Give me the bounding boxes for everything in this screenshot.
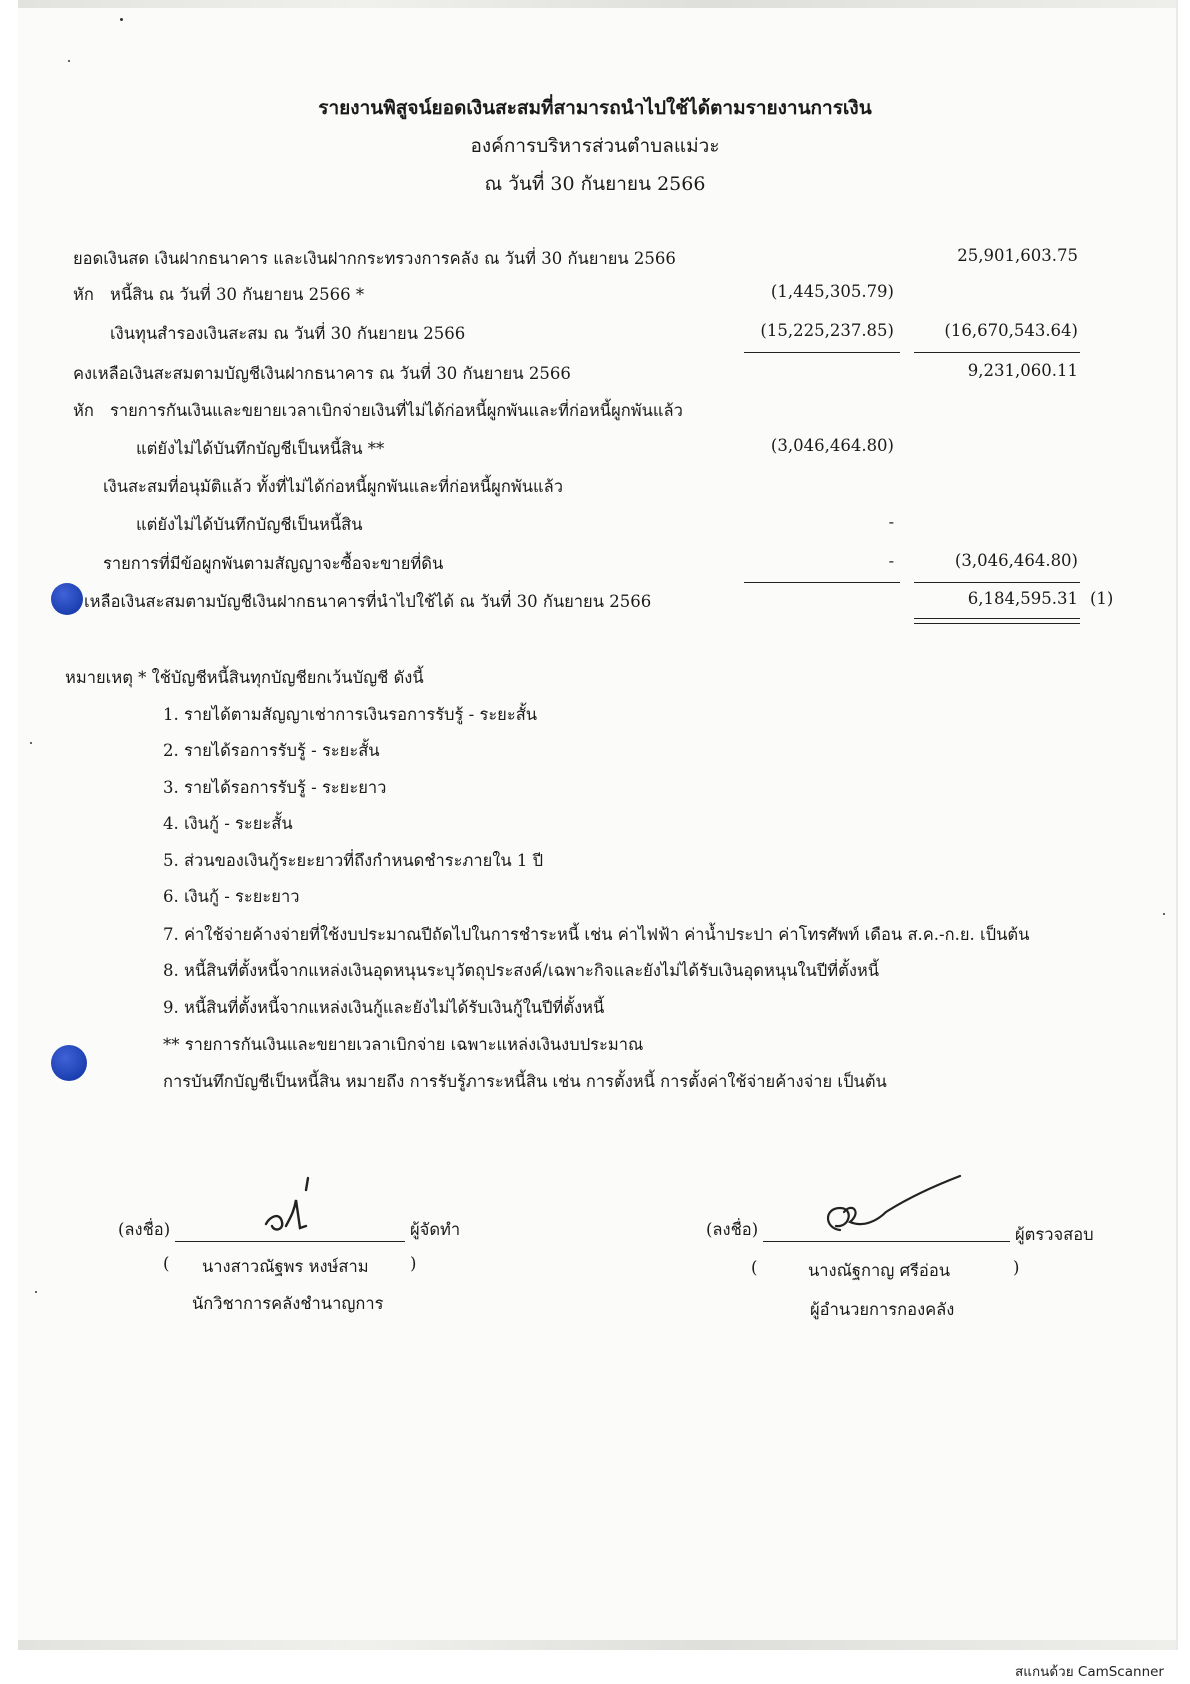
double-underline-top (914, 618, 1080, 619)
scan-speck (30, 742, 32, 744)
liabilities-amount: (1,445,305.79) (770, 282, 894, 301)
reviewer-sign-label: (ลงชื่อ) (706, 1220, 759, 1239)
note-item: 8. หนี้สินที่ตั้งหนี้จากแหล่งเงินอุดหนุนระบุวัตถุประสงค์/เฉพาะกิจและยังไม่ได้รับเงินอุดหนุนในปีที่ตั้งหนี้ (163, 961, 880, 980)
final-balance-ref: (1) (1090, 589, 1114, 608)
reviewer-open-paren: ( (751, 1258, 758, 1277)
land-commitment-amount: - (888, 551, 894, 570)
note-item: 6. เงินกู้ - ระยะยาว (163, 887, 300, 906)
scan-speck (68, 60, 70, 62)
scan-speck (120, 18, 123, 21)
reviewer-name: นางณัฐกาญ ศรีอ่อน (808, 1261, 951, 1280)
approved-label-cont: แต่ยังไม่ได้บันทึกบัญชีเป็นหนี้สิน (136, 515, 363, 534)
approved-amount: - (888, 512, 894, 531)
preparer-signature-line (175, 1241, 405, 1242)
carryover-amount: (3,046,464.80) (770, 436, 894, 455)
final-balance-total: 6,184,595.31 (967, 589, 1078, 608)
final-balance-label: เหลือเงินสะสมตามบัญชีเงินฝากธนาคารที่นำไปใช้ได้ ณ วันที่ 30 กันยายน 2566 (84, 592, 652, 611)
scan-speck (35, 1291, 37, 1293)
note-item: 4. เงินกู้ - ระยะสั้น (163, 814, 293, 833)
subtotal-rule (914, 352, 1080, 353)
reviewer-signature (810, 1172, 970, 1250)
carryover-label: รายการกันเงินและขยายเวลาเบิกจ่ายเงินที่ไม่ได้ก่อหนี้ผูกพันและที่ก่อหนี้ผูกพันแล้ว (110, 401, 683, 420)
note-item: 3. รายได้รอการรับรู้ - ระยะยาว (163, 778, 387, 797)
preparer-role: ผู้จัดทำ (410, 1220, 461, 1239)
preparer-close-paren: ) (410, 1254, 417, 1273)
organization-name: องค์การบริหารส่วนตำบลแม่วะ (470, 135, 720, 157)
notes-heading: หมายเหตุ * ใช้บัญชีหนี้สินทุกบัญชียกเว้นบัญชี ดังนี้ (65, 668, 424, 687)
blue-marker-dot (51, 583, 83, 615)
double-star-note: ** รายการกันเงินและขยายเวลาเบิกจ่าย เฉพาะแหล่งเงินงบประมาณ (163, 1035, 644, 1054)
balance-total: 9,231,060.11 (967, 361, 1078, 380)
reviewer-signature-line (763, 1241, 1010, 1242)
note-item: 1. รายได้ตามสัญญาเช่าการเงินรอการรับรู้ - ระยะสั้น (163, 705, 538, 724)
second-deduction-total: (3,046,464.80) (954, 551, 1078, 570)
blue-marker-dot (51, 1045, 87, 1081)
scan-bottom-edge (18, 1640, 1176, 1650)
preparer-open-paren: ( (163, 1254, 170, 1273)
balance-label: คงเหลือเงินสะสมตามบัญชีเงินฝากธนาคาร ณ วันที่ 30 กันยายน 2566 (73, 364, 571, 383)
scan-top-edge (18, 0, 1176, 8)
less-label-2: หัก (73, 401, 94, 420)
subtotal-rule (744, 352, 900, 353)
note-item: 7. ค่าใช้จ่ายค้างจ่ายที่ใช้งบประมาณปีถัดไปในการชำระหนี้ เช่น ค่าไฟฟ้า ค่าน้ำประปา ค่าโทรศัพท์ เดือน ส.ค.-ก.ย. เป็นต้น (163, 925, 1030, 944)
camscanner-watermark: สแกนด้วย CamScanner (1015, 1664, 1164, 1680)
reviewer-role: ผู้ตรวจสอบ (1015, 1225, 1094, 1244)
carryover-label-cont: แต่ยังไม่ได้บันทึกบัญชีเป็นหนี้สิน ** (136, 439, 385, 458)
preparer-position: นักวิชาการคลังชำนาญการ (192, 1294, 384, 1313)
approved-label: เงินสะสมที่อนุมัติแล้ว ทั้งที่ไม่ได้ก่อหนี้ผูกพันและที่ก่อหนี้ผูกพันแล้ว (103, 477, 564, 496)
less-label-1: หัก (73, 285, 94, 304)
preparer-name: นางสาวณัฐพร หงษ์สาม (202, 1257, 369, 1276)
double-underline-bottom (914, 623, 1080, 624)
reviewer-close-paren: ) (1013, 1258, 1020, 1277)
reserve-label: เงินทุนสำรองเงินสะสม ณ วันที่ 30 กันยายน 2566 (110, 324, 466, 343)
deductions-total: (16,670,543.64) (944, 321, 1078, 340)
land-commitment-label: รายการที่มีข้อผูกพันตามสัญญาจะซื้อจะขายที่ดิน (103, 554, 444, 573)
reserve-amount: (15,225,237.85) (760, 321, 894, 340)
note-item: 5. ส่วนของเงินกู้ระยะยาวที่ถึงกำหนดชำระภายใน 1 ปี (163, 851, 544, 870)
preparer-sign-label: (ลงชื่อ) (118, 1220, 171, 1239)
report-title: รายงานพิสูจน์ยอดเงินสะสมที่สามารถนำไปใช้ได้ตามรายงานการเงิน (318, 97, 872, 119)
report-date: ณ วันที่ 30 กันยายน 2566 (484, 173, 706, 195)
note-item: 9. หนี้สินที่ตั้งหนี้จากแหล่งเงินกู้และยังไม่ได้รับเงินกู้ในปีที่ตั้งหนี้ (163, 998, 605, 1017)
subtotal-rule (744, 582, 900, 583)
cash-total: 25,901,603.75 (957, 246, 1078, 265)
liability-definition-note: การบันทึกบัญชีเป็นหนี้สิน หมายถึง การรับรู้ภาระหนี้สิน เช่น การตั้งหนี้ การตั้งค่าใช้จ่ายค้างจ่าย เป็นต้น (163, 1072, 887, 1091)
scan-speck (1163, 913, 1165, 915)
subtotal-rule (914, 582, 1080, 583)
note-item: 2. รายได้รอการรับรู้ - ระยะสั้น (163, 741, 380, 760)
liabilities-label: หนี้สิน ณ วันที่ 30 กันยายน 2566 * (110, 285, 365, 304)
preparer-signature (260, 1172, 330, 1236)
reviewer-position: ผู้อำนวยการกองคลัง (810, 1300, 955, 1319)
cash-label: ยอดเงินสด เงินฝากธนาคาร และเงินฝากกระทรวงการคลัง ณ วันที่ 30 กันยายน 2566 (73, 249, 676, 268)
